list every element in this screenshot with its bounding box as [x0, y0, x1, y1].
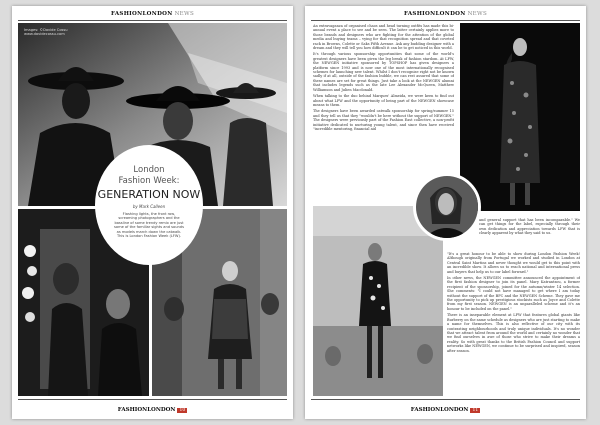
title-main: GENERATION NOW — [97, 188, 201, 201]
photo-credit: Images: ©Davide Cossu www.davidecossu.com — [24, 28, 68, 37]
page-number: 10 — [179, 408, 186, 413]
page-footer — [12, 407, 293, 413]
title-line-2: Fashion Week: — [118, 176, 180, 186]
magazine-brand: FASHIONLONDON — [403, 11, 466, 17]
footer-rule — [311, 399, 580, 400]
article-column-2: "It's a great honour to be able to show during London Fashion Week! Although originally from Portugal we worked and studied in London at Central Saint Martins and never thought we would get to this point with an incredible show. It allows us to reach national and international press and buyers that help us to our label forward." In other news, the NEWGEN committee announced the appointment of the first fashion designer to join its panel. Mary Katrantzou, a former recipient of the sponsorship, joined for the autumn/winter 14 selection. She comments: "I could not have managed to get where I am today without the support of the BFC and the NEWGEN Scheme. They gave me the opportunity to pick up prestigious stockists such as Joyce and Colette from my first season. NEWGEN is an unparalleled scheme and it's an honour to be included on the panel." There is an inseparable element at LFW that features global giants like Burberry on the same schedule as designers who are just starting to make a name for themselves. This is also reflective of our city with its contrasting neighbourhoods and truly unique individuals. It's no wonder that we attract talent from around the world and certainly no wonder that we find ourselves in awe of those who strive to make their dreams a reality. So with great thanks to the British Fashion Council and support networks like NEWGEN, we continue to be surprised and inspired, season after season. — [447, 252, 580, 353]
runway-photo-floral — [460, 23, 580, 211]
article-column-1: An extravaganza of organised chaos and head turning outfits has made this bi-annual event a place to see and be seen. The latter certainly applies more to those brands and designers who are fighting for the attention of the global media and buying teams – vying for that recognition spread and that coveted rack in Browns, Colette or Saks Fifth Avenue. Ask any budding designer with a dream and they will tell you how difficult it can be to get noticed in this world. It's through various sponsorship opportunities that some of the world's greatest designers have been given the leg break of fashion stardom. At LFW, the NEWGEN initiative sponsored by TOPSHOP has given designers a platform since 1993 and is now one of the most internationally recognised schemes for launching new talent. Whilst I don't recognise right not be known sadly if at all, outside of the fashion bubble, we can rest assured that some of these names are set for great things. Just take a look at the NEWGEN alumni that includes legends such as the late Lee Alexander McQueen, Matthew Williamson and Julien Macdonald. When talking to the duo behind Marques' Almeida, we were keen to find out about what LFW and the opportunity of being part of the NEWGEN showcase means to them. The designers have been awarded catwalk sponsorship for spring/summer 15 and they tell us that they "wouldn't be here without the support of NEWGEN." The designers were previously part of the Fashion East collective, a non-profit initiative dedicated to nurturing young talent, and since then have received "incredible mentoring, financial aid — [313, 24, 454, 131]
header-rule — [18, 20, 287, 21]
title-line-1: London — [133, 165, 165, 175]
byline: by Mark Calleen — [132, 204, 166, 209]
footer-brand: FASHIONLONDON — [410, 407, 469, 413]
page-number: 11 — [472, 408, 479, 413]
section-label: NEWS — [467, 11, 488, 17]
left-page — [12, 6, 293, 419]
page-header — [305, 11, 586, 17]
intro-text: Flashing lights, the front row, screaming photographers and the bassline of some trendy remix are just some of the familiar sights and sounds as models march down the catwalk. This is London Fashion Week (LFW). — [114, 212, 184, 239]
runway-photo-embellished — [313, 206, 443, 396]
page-footer — [305, 407, 586, 413]
footer-rule — [18, 399, 287, 400]
header-rule — [311, 20, 580, 21]
right-page — [305, 6, 586, 419]
page-header — [12, 11, 293, 17]
footer-brand: FASHIONLONDON — [117, 407, 176, 413]
article-column-2-intro: and general support that has been incomparable." We can get things for the label, especially through their own dedication and appreciation towards LFW that is clearly apparent by what they said to us. — [479, 218, 580, 236]
title-circle — [95, 145, 203, 265]
magazine-brand: FASHIONLONDON — [110, 11, 173, 17]
section-label: NEWS — [174, 11, 195, 17]
designer-portrait — [413, 173, 481, 241]
